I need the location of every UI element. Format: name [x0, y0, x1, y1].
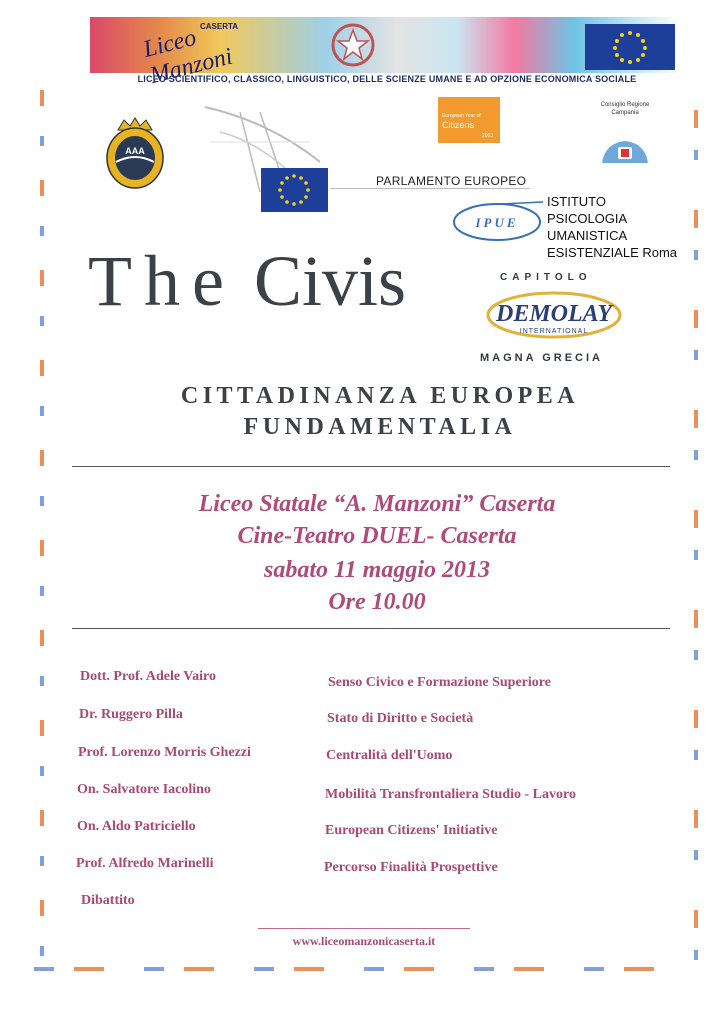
subtitle-line-1: CITTADINANZA EUROPEA [180, 383, 580, 409]
right-decorative-border [694, 90, 698, 970]
eyc-big-text: Citizens [442, 120, 475, 130]
program-speaker-3: Prof. Lorenzo Morris Ghezzi [78, 745, 251, 760]
program-speaker-1: Dott. Prof. Adele Vairo [80, 669, 216, 684]
consiglio-regione-line1: Consiglio Regione [600, 102, 650, 108]
ipue-line-2: PSICOLOGIA [547, 211, 628, 226]
aaa-crest-text: AAA [125, 146, 145, 156]
italian-republic-emblem-icon [330, 22, 376, 68]
website-link[interactable]: www.liceomanzonicaserta.it [292, 934, 436, 948]
program-debate: Dibattito [81, 893, 135, 908]
program-topic-3: Centralità dell'Uomo [326, 748, 453, 763]
program-topic-5: European Citizens' Initiative [325, 823, 498, 838]
liceo-manzoni-logo: Liceo Manzoni [140, 24, 236, 90]
regione-campania-icon [600, 137, 650, 167]
event-venue-theatre: Cine-Teatro DUEL- Caserta [237, 523, 517, 549]
left-decorative-border [40, 90, 44, 970]
ipue-line-1: ISTITUTO [547, 194, 606, 209]
ipue-line-4: ESISTENZIALE Roma [547, 245, 678, 260]
program-speaker-6: Prof. Alfredo Marinelli [76, 856, 214, 871]
eu-flag-banner-icon [585, 24, 675, 70]
program-speaker-2: Dr. Ruggero Pilla [79, 707, 183, 722]
event-venue-school: Liceo Statale “A. Manzoni” Caserta [198, 491, 556, 517]
demolay-logo-icon [480, 287, 628, 343]
aaa-crest-icon [104, 116, 166, 190]
top-divider [72, 466, 670, 467]
parliament-divider [330, 188, 530, 189]
title-part-1: The [88, 241, 236, 321]
ipue-mark: IPUE [475, 215, 519, 230]
parlamento-europeo-label: PARLAMENTO EUROPEO [376, 174, 527, 188]
program-speaker-4: On. Salvatore Iacolino [77, 782, 211, 797]
consiglio-regione-label [590, 101, 660, 117]
ipue-line-3: UMANISTICA [547, 228, 628, 243]
website-divider [258, 928, 470, 929]
subtitle-line-2: FUNDAMENTALIA [243, 414, 517, 440]
magna-grecia-label: MAGNA GRECIA [480, 352, 603, 364]
school-tagline: LICEO SCIENTIFICO, CLASSICO, LINGUISTICO, DELLE SCIENZE UMANE E AD OPZIONE ECONOMICA SOCIALE [137, 74, 637, 84]
page-title [88, 240, 406, 323]
program-speaker-5: On. Aldo Patriciello [77, 819, 196, 834]
eyc-year-text: 2013 [482, 133, 494, 139]
bottom-decorative-border [34, 967, 694, 971]
liceo-manzoni-logo-sub: CASERTA [200, 22, 239, 31]
event-time: Ore 10.00 [328, 589, 426, 615]
capitolo-label: CAPITOLO [500, 272, 592, 283]
bottom-divider [72, 628, 670, 629]
event-date: sabato 11 maggio 2013 [263, 557, 491, 583]
title-part-2: Civis [235, 241, 406, 321]
demolay-wordmark: DEMOLAY [495, 301, 613, 327]
eu-flag-icon [261, 168, 328, 212]
consiglio-regione-line2: Campania [611, 110, 639, 116]
eyc-small-text: European Year of [442, 113, 481, 119]
program-topic-4: Mobilità Transfrontaliera Studio - Lavoro [325, 787, 576, 802]
european-year-of-citizens-logo [438, 97, 500, 143]
demolay-international: INTERNATIONAL [519, 328, 589, 335]
ipue-logo-icon [451, 200, 543, 242]
program-topic-6: Percorso Finalità Prospettive [324, 860, 498, 875]
program-topic-2: Stato di Diritto e Società [327, 711, 474, 726]
program-topic-1: Senso Civico e Formazione Superiore [328, 675, 551, 690]
ipue-institute-name [547, 193, 677, 261]
